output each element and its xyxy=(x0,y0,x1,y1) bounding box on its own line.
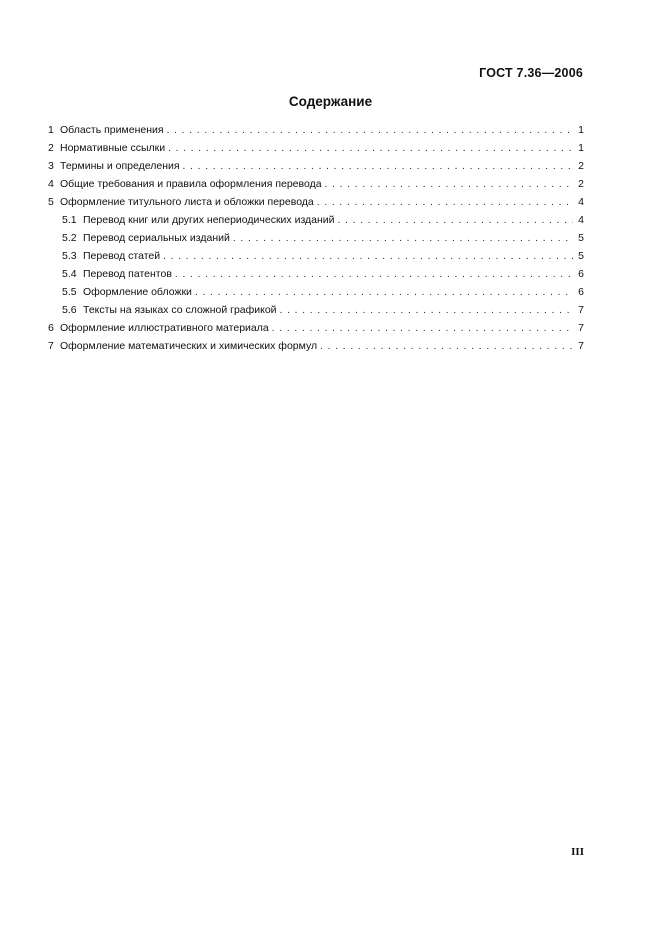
toc-subentry[interactable] xyxy=(48,265,584,283)
toc-leader-dots xyxy=(195,284,573,302)
toc-entry-number: 5.2 xyxy=(62,232,77,244)
toc-subentry[interactable] xyxy=(48,301,584,319)
toc-entry[interactable] xyxy=(48,193,584,211)
toc-entry[interactable] xyxy=(48,319,584,337)
toc-leader-dots xyxy=(175,266,573,284)
toc-entry-page: 7 xyxy=(578,340,584,352)
toc-leader-dots xyxy=(317,194,573,212)
toc-subentry[interactable] xyxy=(48,211,584,229)
toc-leader-dots xyxy=(280,302,573,320)
toc-entry-page: 4 xyxy=(578,214,584,226)
table-of-contents xyxy=(48,121,584,355)
toc-entry-label: Перевод сериальных изданий xyxy=(83,232,230,244)
toc-entry-number: 7 xyxy=(48,340,54,352)
toc-entry-number: 3 xyxy=(48,160,54,172)
toc-entry-label: Перевод патентов xyxy=(83,268,172,280)
toc-leader-dots xyxy=(168,140,573,158)
toc-entry-label: Оформление иллюстративного материала xyxy=(60,322,269,334)
toc-leader-dots xyxy=(163,248,573,266)
toc-entry-page: 2 xyxy=(578,178,584,190)
toc-entry[interactable] xyxy=(48,157,584,175)
toc-entry-label: Перевод статей xyxy=(83,250,161,262)
toc-entry-number: 6 xyxy=(48,322,54,334)
toc-entry-number: 5.4 xyxy=(62,268,77,280)
toc-entry-label: Тексты на языках со сложной графикой xyxy=(83,304,277,316)
toc-leader-dots xyxy=(325,176,573,194)
toc-leader-dots xyxy=(233,230,573,248)
toc-entry-page: 1 xyxy=(578,124,584,136)
toc-leader-dots xyxy=(320,338,573,356)
page-number: III xyxy=(571,846,584,858)
toc-entry[interactable] xyxy=(48,175,584,193)
toc-entry-label: Общие требования и правила оформления перевода xyxy=(60,178,322,190)
toc-title: Содержание xyxy=(288,94,373,109)
toc-subentry[interactable] xyxy=(48,283,584,301)
toc-entry-page: 7 xyxy=(578,322,584,334)
toc-entry[interactable] xyxy=(48,139,584,157)
toc-entry[interactable] xyxy=(48,121,584,139)
toc-entry-label: Оформление математических и химических формул xyxy=(60,340,318,352)
toc-leader-dots xyxy=(167,122,573,140)
toc-entry-number: 5.3 xyxy=(62,250,77,262)
toc-entry-label: Нормативные ссылки xyxy=(60,142,166,154)
toc-entry-page: 7 xyxy=(578,304,584,316)
toc-entry-page: 1 xyxy=(578,142,584,154)
toc-entry-label: Термины и определения xyxy=(60,160,180,172)
toc-entry-number: 5 xyxy=(48,196,54,208)
toc-entry-page: 5 xyxy=(578,250,584,262)
toc-subentry[interactable] xyxy=(48,229,584,247)
toc-entry-page: 6 xyxy=(578,286,584,298)
document-code: ГОСТ 7.36—2006 xyxy=(479,66,583,80)
toc-entry-label: Оформление обложки xyxy=(83,286,192,298)
toc-entry-page: 6 xyxy=(578,268,584,280)
toc-entry-number: 4 xyxy=(48,178,54,190)
toc-leader-dots xyxy=(338,212,573,230)
toc-entry[interactable] xyxy=(48,337,584,355)
toc-entry-page: 4 xyxy=(578,196,584,208)
toc-entry-number: 5.1 xyxy=(62,214,77,226)
toc-entry-label: Перевод книг или других непериодических изданий xyxy=(83,214,335,226)
toc-entry-label: Область применения xyxy=(60,124,164,136)
toc-subentry[interactable] xyxy=(48,247,584,265)
toc-entry-label: Оформление титульного листа и обложки перевода xyxy=(60,196,314,208)
toc-entry-page: 2 xyxy=(578,160,584,172)
toc-leader-dots xyxy=(272,320,573,338)
toc-entry-number: 5.5 xyxy=(62,286,77,298)
toc-entry-page: 5 xyxy=(578,232,584,244)
toc-entry-number: 2 xyxy=(48,142,54,154)
toc-leader-dots xyxy=(183,158,573,176)
toc-entry-number: 1 xyxy=(48,124,54,136)
toc-entry-number: 5.6 xyxy=(62,304,77,316)
